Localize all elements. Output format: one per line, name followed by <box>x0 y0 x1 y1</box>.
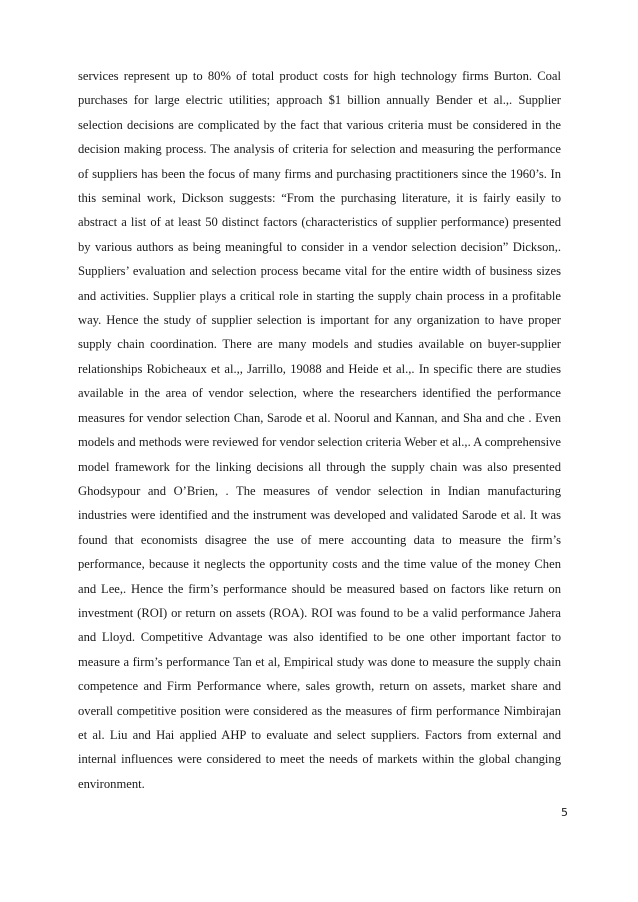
body-paragraph: services represent up to 80% of total product costs for high technology firms Burton. Coal purchases for large electric utilities; approach $1 billion annually Bender et al.,. Supplier selection decisions are complicated by the fact that various criteria must be considered in the decision making process. The analysis of criteria for selection and measuring the performance of suppliers has been the focus of many firms and purchasing practitioners since the 1960’s. In this seminal work, Dickson suggests: “From the purchasing literature, it is fairly easily to abstract a list of at least 50 distinct factors (characteristics of supplier performance) presented by various authors as being meaningful to consider in a vendor selection decision” Dickson,. Suppliers’ evaluation and selection process became vital for the entire width of business sizes and activities. Supplier plays a critical role in starting the supply chain process in a profitable way. Hence the study of supplier selection is important for any organization to have proper supply chain coordination. There are many models and studies available on buyer-supplier relationships Robicheaux et al.,, Jarrillo, 19088 and Heide et al.,. In specific there are studies available in the area of vendor selection, where the researchers identified the performance measures for vendor selection Chan, Sarode et al. Noorul and Kannan, and Sha and che . Even models and methods were reviewed for vendor selection criteria Weber et al.,. A comprehensive model framework for the linking decisions all through the supply chain was also presented Ghodsypour and O’Brien, . The measures of vendor selection in Indian manufacturing industries were identified and the instrument was developed and validated Sarode et al. It was found that economists disagree the use of mere accounting data to measure the firm’s performance, because it neglects the opportunity costs and the time value of the money Chen and Lee,. Hence the firm’s performance should be measured based on factors like return on investment (ROI) or return on assets (ROA). ROI was found to be a valid performance Jahera and Lloyd. Competitive Advantage was also identified to be one other important factor to measure a firm’s performance Tan et al, Empirical study was done to measure the supply chain competence and Firm Performance where, sales growth, return on assets, market share and overall competitive position were considered as the measures of firm performance Nimbirajan et al. Liu and Hai applied AHP to evaluate and select suppliers. Factors from external and internal influences were considered to meet the needs of markets within the global changing environment. <box>78 69 561 791</box>
page-number: 5 <box>561 806 568 819</box>
